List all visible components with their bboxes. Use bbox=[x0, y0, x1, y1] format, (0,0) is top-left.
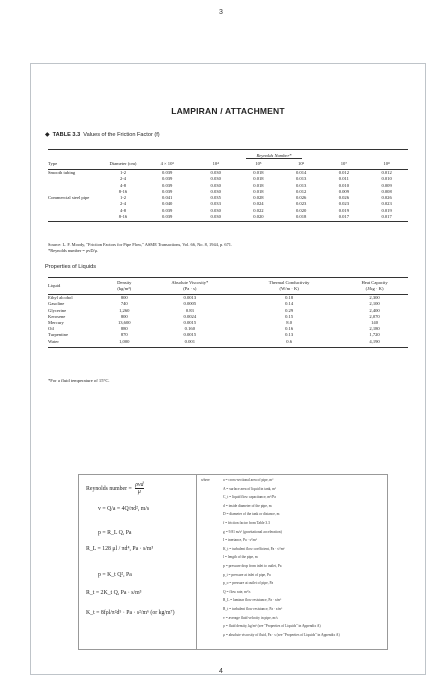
diamond-icon: ◆ bbox=[45, 132, 50, 138]
friction-factor-table bbox=[48, 149, 408, 222]
symbol-definition: R_L = laminar flow resistance, Pa · s/m³ bbox=[223, 598, 282, 603]
velocity-equation: v = Q/a = 4Q/πd², m/s bbox=[98, 506, 150, 512]
heat-capacity-value: 2,300 bbox=[369, 295, 380, 301]
table-row bbox=[48, 295, 408, 302]
diameter-cell: 2-4 bbox=[119, 201, 127, 207]
col-re: 10⁸ bbox=[365, 158, 408, 170]
liquid-name: Gasoline bbox=[48, 301, 65, 307]
friction-value: 0.026 bbox=[338, 195, 350, 201]
source-text: Source: L. F. Moody, "Friction Factors for Pipe Flow," ASME Transactions, Vol. 66, No. 8, 1944, p. 671. bbox=[48, 242, 233, 247]
symbol-definition: ρ = fluid density, kg/m³ (see "Properties of Liquids" in Appendix A) bbox=[223, 624, 321, 629]
col-re: 10⁴ bbox=[194, 158, 237, 170]
liquid-rows bbox=[48, 295, 408, 348]
symbol-definition: D = diameter of the tank or distance, m bbox=[223, 512, 280, 517]
reynolds-denominator: μ bbox=[137, 489, 141, 495]
friction-value: 0.010 bbox=[338, 182, 350, 188]
table-row bbox=[48, 339, 408, 348]
reynolds-numerator: ρvd bbox=[135, 482, 144, 488]
friction-value: 0.018 bbox=[253, 188, 264, 194]
friction-value: 0.014 bbox=[295, 170, 307, 175]
friction-value: 0.020 bbox=[295, 207, 307, 213]
diameter-cell: 1-2 bbox=[119, 195, 127, 201]
diameter-cell: 1-2 bbox=[119, 170, 127, 175]
symbol-definition: p_i = pressure at inlet of pipe, Pa bbox=[223, 572, 271, 577]
table-source bbox=[48, 242, 232, 254]
diameter-cell: 4-8 bbox=[119, 207, 127, 213]
col-viscosity-unit: (Pa · s) bbox=[183, 285, 197, 291]
friction-value: 0.009 bbox=[381, 182, 392, 188]
properties-caption: Properties of Liquids bbox=[45, 264, 96, 270]
conductivity-value: 8.0 bbox=[286, 320, 293, 325]
friction-value: 0.013 bbox=[295, 182, 307, 188]
col-viscosity-label: Absolute Viscosity* bbox=[171, 280, 209, 285]
heat-capacity-value: 1,720 bbox=[369, 332, 380, 338]
symbol-definition: C_t = liquid flow capacitance, m³/Pa bbox=[223, 495, 276, 500]
page-title: LAMPIRAN / ATTACHMENT bbox=[171, 106, 285, 116]
viscosity-value: 0.0015 bbox=[183, 320, 197, 325]
liquid-name: Water bbox=[48, 339, 106, 348]
friction-value: 0.017 bbox=[338, 214, 350, 220]
density-value: 740 bbox=[120, 301, 128, 307]
viscosity-value: 0.0013 bbox=[183, 295, 197, 301]
liquid-name: Turpentine bbox=[48, 332, 68, 338]
col-density-unit: (kg/m³) bbox=[117, 285, 132, 291]
friction-value: 0.040 bbox=[162, 201, 173, 207]
heat-capacity-value: 2,180 bbox=[369, 326, 380, 332]
friction-value: 0.030 bbox=[210, 207, 221, 213]
density-value: 870 bbox=[120, 332, 128, 338]
col-re: 10⁶ bbox=[280, 158, 323, 170]
friction-value: 0.023 bbox=[295, 201, 307, 207]
density-value: 1,000 bbox=[106, 339, 143, 348]
symbol-definition: A = surface area of liquid in tank, m² bbox=[223, 486, 277, 491]
viscosity-value: 0.83 bbox=[185, 307, 194, 313]
friction-value: 0.041 bbox=[162, 195, 173, 201]
col-density-label: Density bbox=[117, 280, 132, 285]
liquid-name: Kerosene bbox=[48, 313, 66, 319]
friction-value: 0.010 bbox=[381, 176, 392, 182]
diameter-cell: 8-16 bbox=[118, 214, 128, 220]
friction-value: 0.018 bbox=[253, 170, 264, 175]
symbol-definition: v = average fluid velocity in pipe, m/s bbox=[223, 615, 278, 620]
col-conductivity-unit: (W/m · K) bbox=[279, 285, 299, 291]
conductivity-value: 0.15 bbox=[285, 313, 294, 319]
friction-value: 0.035 bbox=[210, 195, 221, 201]
friction-value: 0.012 bbox=[338, 170, 350, 175]
viscosity-value: 0.0024 bbox=[183, 313, 197, 319]
col-conductivity bbox=[237, 278, 341, 295]
liquid-name: Oil bbox=[48, 326, 54, 332]
heat-capacity-value: 4,190 bbox=[341, 339, 408, 348]
viscosity-value: 0.0005 bbox=[183, 301, 197, 307]
heat-capacity-value: 2,070 bbox=[369, 313, 380, 319]
reynolds-footnote: *Reynolds number = ρvD/μ. bbox=[48, 248, 99, 253]
symbol-definition: d = inside diameter of the pipe, m bbox=[223, 503, 272, 508]
pipe-type: Smooth tubing bbox=[48, 170, 76, 175]
friction-value: 0.009 bbox=[338, 188, 350, 194]
symbol-definition: I = inertance, Pa · s²/m³ bbox=[223, 538, 257, 543]
col-viscosity bbox=[143, 278, 238, 295]
turbulent-coefficient-equation: K_t = 8fρl/π²d⁵ · Pa · s²/m⁶ (or kg/m⁷) bbox=[86, 610, 175, 616]
col-liquid: Liquid bbox=[48, 278, 106, 295]
symbol-definition: K_t = turbulent flow coefficient, Pa · s²/m⁶ bbox=[223, 546, 285, 551]
table-caption bbox=[45, 131, 160, 138]
friction-value: 0.019 bbox=[338, 207, 350, 213]
friction-value: 0.039 bbox=[162, 170, 173, 175]
temperature-note: *For a fluid temperature of 15°C. bbox=[48, 378, 110, 383]
liquid-name: Mercury bbox=[48, 320, 64, 325]
friction-value: 0.018 bbox=[253, 176, 264, 182]
friction-value: 0.026 bbox=[381, 195, 392, 201]
table-row bbox=[48, 170, 408, 177]
friction-value: 0.039 bbox=[162, 207, 173, 213]
friction-value: 0.018 bbox=[295, 214, 307, 220]
friction-value: 0.030 bbox=[210, 176, 221, 182]
viscosity-value: 0.001 bbox=[143, 339, 238, 348]
symbol-definition: p = pressure drop from inlet to outlet, Pa bbox=[223, 564, 282, 568]
conductivity-value: 0.18 bbox=[285, 295, 294, 301]
friction-value: 0.033 bbox=[210, 201, 221, 207]
table-number: TABLE 3.3 bbox=[52, 132, 81, 138]
table-caption-text: Values of the Friction Factor (f) bbox=[83, 132, 160, 138]
symbol-definition: p_o = pressure at outlet of pipe, Pa bbox=[223, 581, 274, 586]
friction-factor-rows bbox=[48, 170, 408, 221]
col-type: Type bbox=[48, 158, 106, 170]
friction-value: 0.039 bbox=[162, 188, 173, 194]
symbol-definition: a = cross-sectional area of pipe, m² bbox=[223, 478, 274, 482]
equations-divider bbox=[196, 474, 197, 650]
symbol-definition: l = length of the pipe, m bbox=[223, 555, 258, 560]
friction-value: 0.011 bbox=[338, 176, 349, 182]
friction-value: 0.039 bbox=[162, 182, 173, 188]
page-number-top: 3 bbox=[219, 9, 223, 16]
turbulent-resistance-equation: R_t = 2K_t Q, Pa · s/m³ bbox=[86, 590, 142, 596]
friction-value: 0.030 bbox=[210, 214, 221, 220]
friction-value: 0.023 bbox=[338, 201, 350, 207]
friction-value: 0.019 bbox=[381, 207, 392, 213]
col-heat-unit: (J/kg · K) bbox=[365, 285, 384, 291]
col-conductivity-label: Thermal Conductivity bbox=[268, 280, 310, 285]
reynolds-number-header: Reynolds Number* bbox=[246, 153, 301, 159]
symbol-definition: μ = absolute viscosity of fluid, Pa · s (see "Properties of Liquids" in Appendix A) bbox=[223, 632, 340, 637]
diameter-cell: 8-16 bbox=[118, 188, 128, 194]
friction-value: 0.030 bbox=[210, 170, 221, 175]
symbol-definition: Q = flow rate, m³/s bbox=[223, 589, 251, 594]
friction-value: 0.022 bbox=[253, 207, 264, 213]
col-density bbox=[106, 278, 143, 295]
reynolds-equation bbox=[86, 482, 144, 495]
col-heat-capacity bbox=[341, 278, 408, 295]
liquid-name: Ethyl alcohol bbox=[48, 295, 73, 301]
symbol-definition: R_t = turbulent flow resistance, Pa · s/m³ bbox=[223, 607, 283, 611]
heat-capacity-value: 2,400 bbox=[369, 307, 380, 313]
page-number-bottom: 4 bbox=[219, 668, 223, 675]
laminar-pressure-equation: p = R_L Q, Pa bbox=[98, 530, 132, 536]
symbol-definition: g = 9.81 m/s² (gravitational acceleration) bbox=[223, 529, 282, 534]
col-re: 10⁷ bbox=[323, 158, 366, 170]
diameter-cell: 4-8 bbox=[119, 182, 127, 188]
col-diameter: Diameter (cm) bbox=[106, 158, 140, 170]
turbulent-pressure-equation: p = K_t Q², Pa bbox=[98, 572, 132, 578]
friction-value: 0.039 bbox=[162, 176, 173, 182]
viscosity-value: 0.0015 bbox=[183, 332, 197, 338]
conductivity-value: 0.6 bbox=[237, 339, 341, 348]
where-label: where bbox=[201, 478, 210, 482]
col-heat-label: Heat Capacity bbox=[361, 280, 388, 285]
friction-value: 0.030 bbox=[210, 188, 221, 194]
laminar-resistance-equation: R_L = 128 μl / πd⁴, Pa · s/m³ bbox=[86, 546, 154, 552]
conductivity-value: 0.13 bbox=[285, 332, 294, 338]
friction-value: 0.028 bbox=[253, 195, 264, 201]
conductivity-value: 0.16 bbox=[285, 326, 294, 332]
friction-value: 0.018 bbox=[253, 182, 264, 188]
friction-value: 0.012 bbox=[295, 188, 307, 194]
friction-value: 0.024 bbox=[253, 201, 264, 207]
friction-value: 0.013 bbox=[295, 176, 307, 182]
friction-value: 0.030 bbox=[210, 182, 221, 188]
friction-value: 0.008 bbox=[381, 188, 392, 194]
col-re: 4 × 10³ bbox=[140, 158, 194, 170]
friction-value: 0.026 bbox=[295, 195, 307, 201]
density-value: 800 bbox=[120, 313, 128, 319]
liquid-name: Glycerine bbox=[48, 307, 67, 313]
friction-value: 0.023 bbox=[381, 201, 392, 207]
density-value: 880 bbox=[120, 326, 128, 332]
conductivity-value: 0.14 bbox=[285, 301, 294, 307]
viscosity-value: 0.160 bbox=[184, 326, 195, 332]
diameter-cell: 2-4 bbox=[119, 176, 127, 182]
friction-value: 0.012 bbox=[381, 170, 392, 175]
symbol-definition: f = friction factor from Table 3.3 bbox=[223, 521, 270, 525]
liquid-properties-table bbox=[48, 277, 408, 348]
pipe-type: Commercial steel pipe bbox=[48, 195, 90, 201]
density-value: 1,260 bbox=[119, 307, 130, 313]
friction-value: 0.020 bbox=[253, 214, 264, 220]
friction-value: 0.017 bbox=[381, 214, 392, 220]
heat-capacity-value: 140 bbox=[371, 320, 379, 325]
col-re: 10⁵ bbox=[237, 158, 280, 170]
friction-value: 0.039 bbox=[162, 214, 173, 220]
reynolds-label: Reynolds number = bbox=[86, 485, 132, 492]
density-value: 800 bbox=[120, 295, 128, 301]
heat-capacity-value: 2,100 bbox=[369, 301, 380, 307]
density-value: 13,600 bbox=[117, 320, 131, 325]
conductivity-value: 0.29 bbox=[285, 307, 294, 313]
